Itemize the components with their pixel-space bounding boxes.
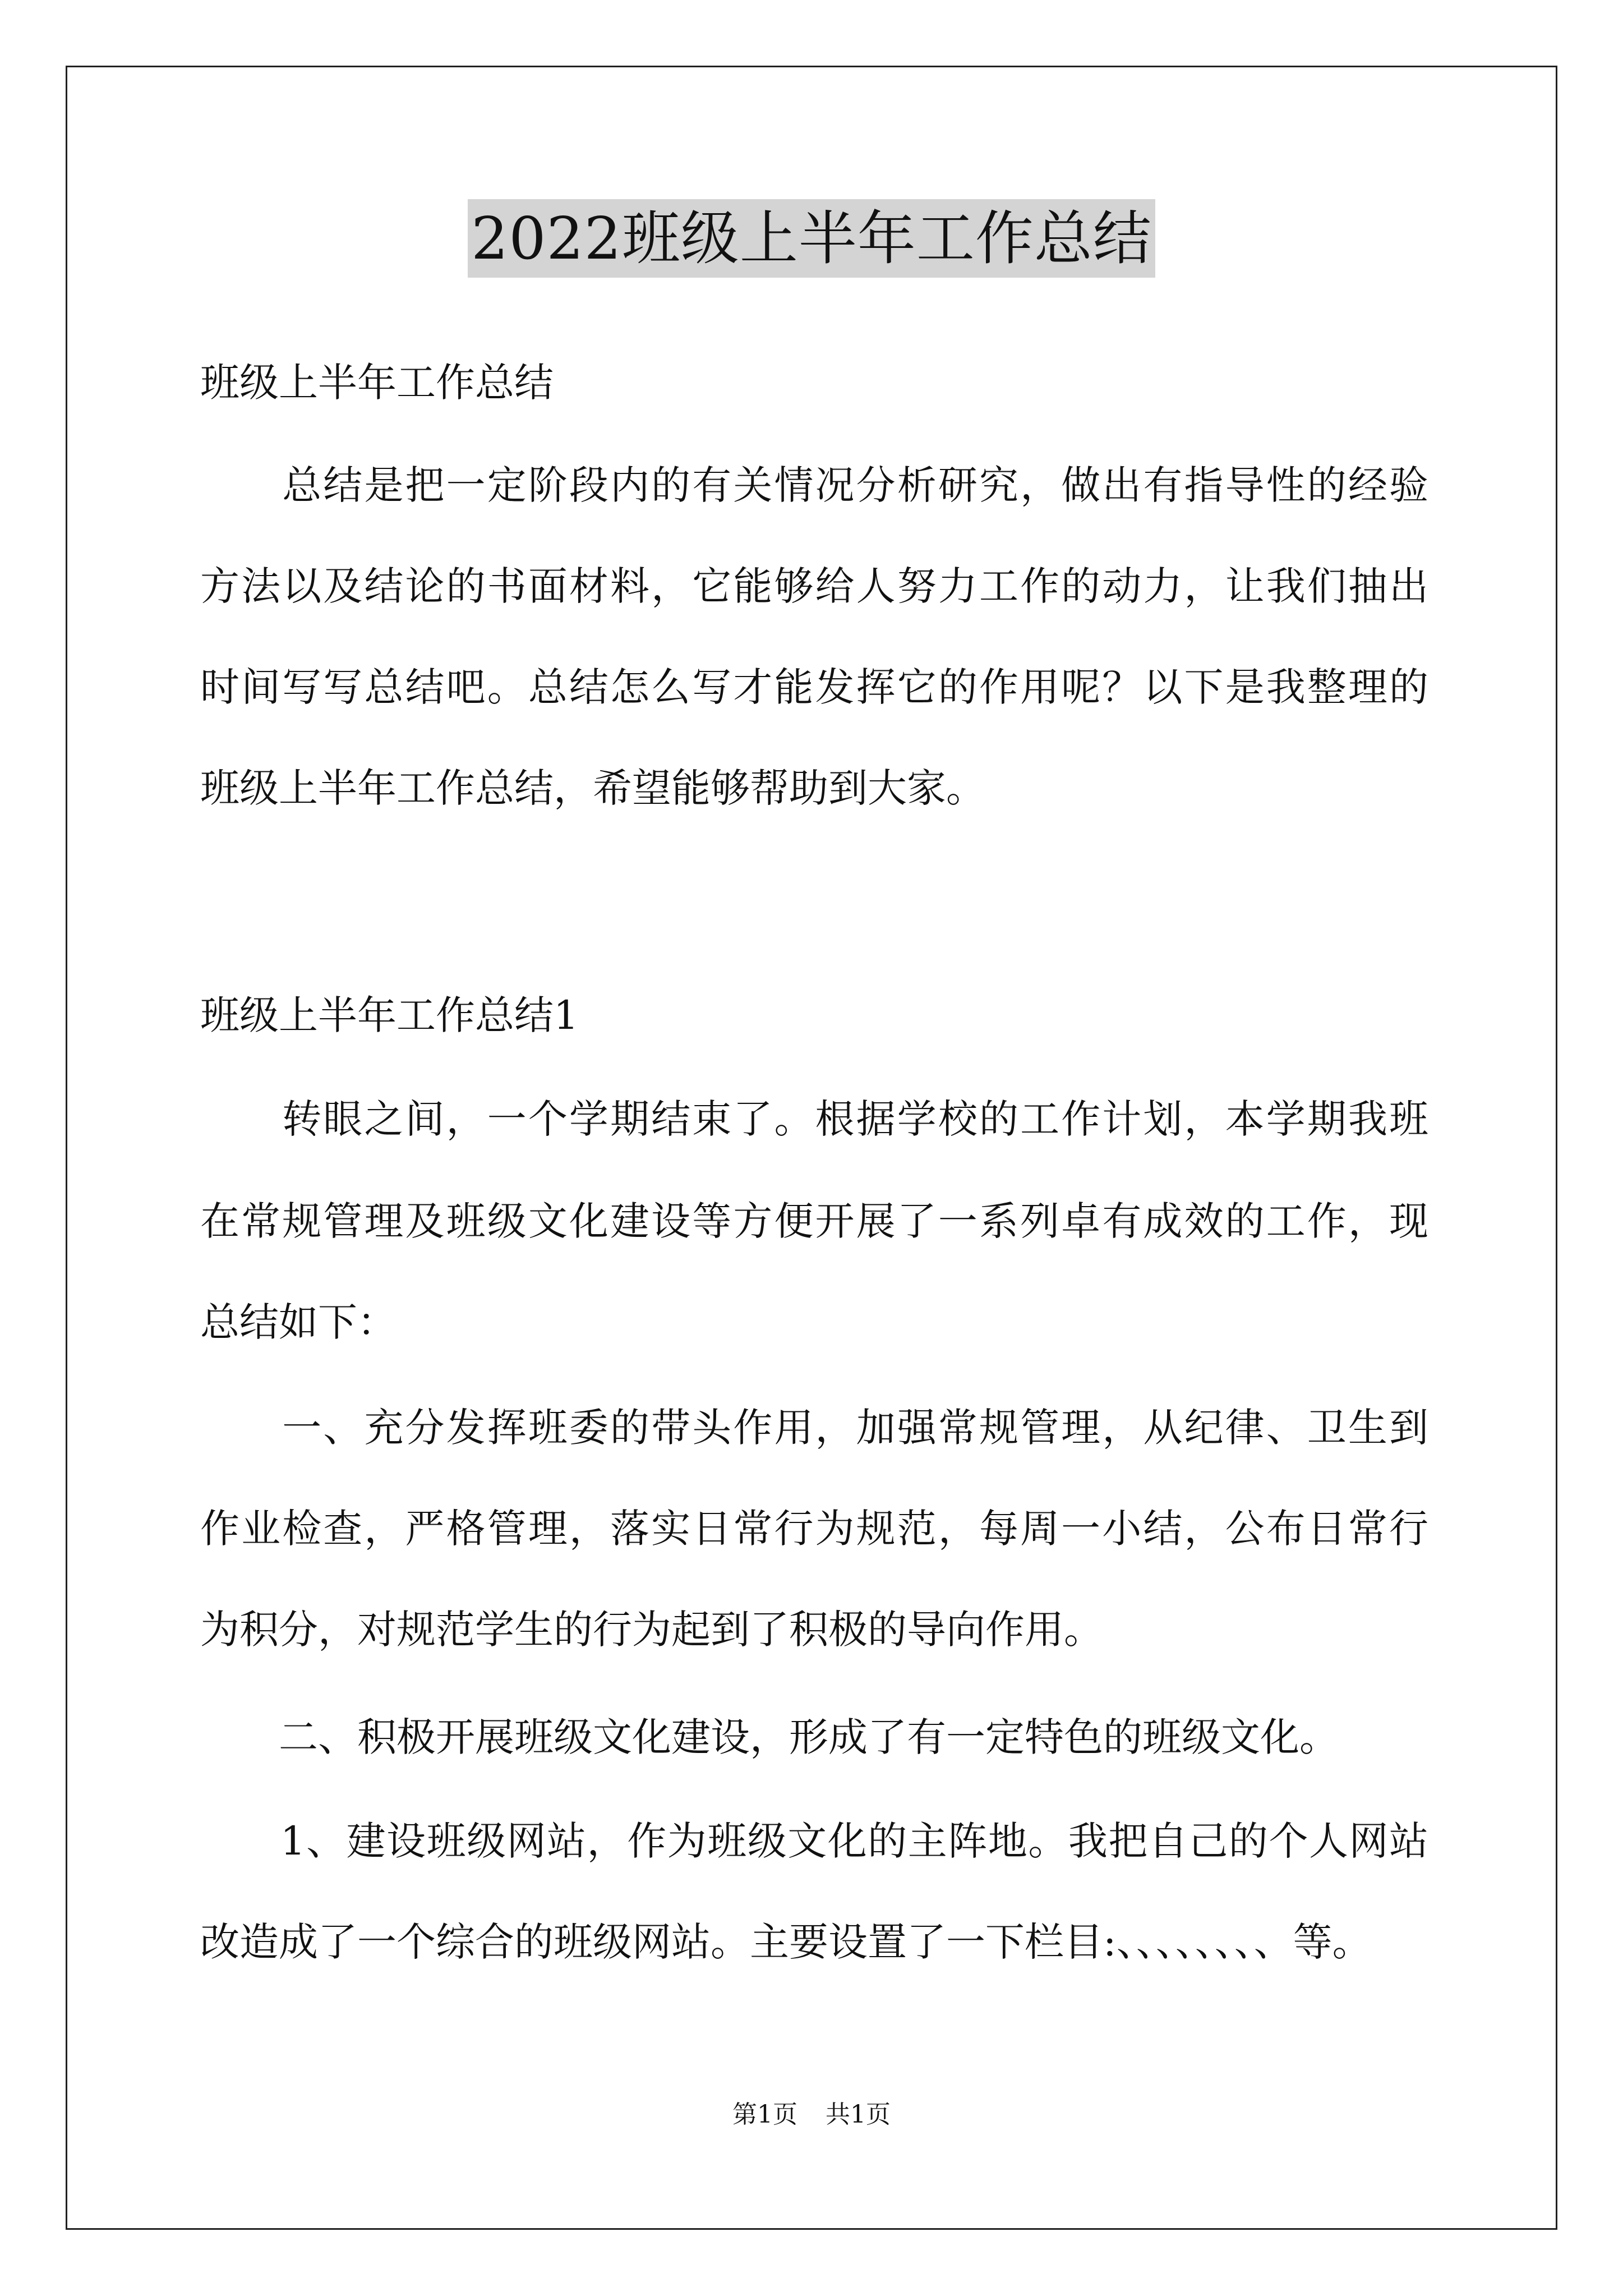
paragraph-line: 作业检查，严格管理，落实日常行为规范，每周一小结，公布日常行	[200, 1506, 1428, 1552]
paragraph-line: 方法以及结论的书面材料，它能够给人努力工作的动力，让我们抽出	[200, 563, 1428, 609]
page-footer	[0, 2098, 1623, 2132]
paragraph-line: 为积分，对规范学生的行为起到了积极的导向作用。	[200, 1607, 1103, 1653]
paragraph-line: 总结如下：	[200, 1299, 396, 1345]
paragraph-line: 改造成了一个综合的班级网站。主要设置了一下栏目:、、、、、、、、等。	[200, 1919, 1372, 1965]
paragraph-line: 转眼之间，一个学期结束了。根据学校的工作计划，本学期我班	[200, 1096, 1428, 1142]
paragraph-line: 总结是把一定阶段内的有关情况分析研究，做出有指导性的经验	[200, 462, 1428, 508]
document-title: 2022班级上半年工作总结	[468, 199, 1155, 278]
title-container	[0, 199, 1623, 278]
section-heading: 班级上半年工作总结1	[200, 992, 579, 1038]
paragraph-line: 二、积极开展班级文化建设，形成了有一定特色的班级文化。	[200, 1714, 1339, 1760]
paragraph-line: 1、建设班级网站，作为班级文化的主阵地。我把自己的个人网站	[200, 1818, 1428, 1864]
paragraph-line: 一、充分发挥班委的带头作用，加强常规管理，从纪律、卫生到	[200, 1405, 1428, 1451]
page-total: 共1页	[826, 2100, 891, 2129]
paragraph-line: 在常规管理及班级文化建设等方便开展了一系列卓有成效的工作，现	[200, 1198, 1428, 1244]
page-number: 第1页	[732, 2100, 797, 2129]
subtitle: 班级上半年工作总结	[200, 360, 554, 406]
paragraph-line: 时间写写总结吧。总结怎么写才能发挥它的作用呢？以下是我整理的	[200, 664, 1428, 710]
paragraph-line: 班级上半年工作总结，希望能够帮助到大家。	[200, 765, 985, 811]
